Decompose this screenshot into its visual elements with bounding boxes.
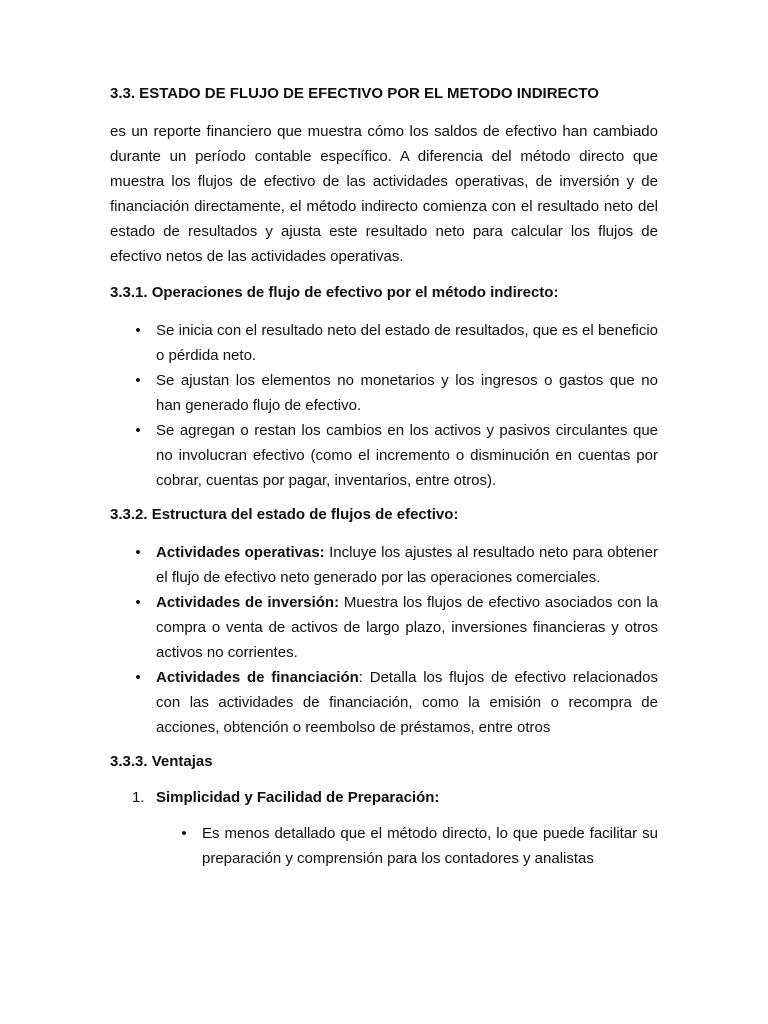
list-item [110,418,658,493]
operaciones-bullet-list [110,318,658,493]
list-item-term: Actividades operativas: [156,544,325,561]
list-item [110,368,658,418]
list-item-term: Actividades de inversión: [156,594,340,611]
document-body [110,83,658,871]
list-item-text: Se agregan o restan los cambios en los activos y pasivos circulantes que no involucran efectivo (como el incremento o disminución en cuentas por cobrar, cuentas por pagar, inventarios, entre otros). [156,422,658,489]
list-item-text: Se ajustan los elementos no monetarios y los ingresos o gastos que no han generado flujo de efectivo. [156,372,658,414]
list-item [110,318,658,368]
bullet-icon: • [135,544,141,561]
bullet-icon: • [181,825,187,842]
item-number: 1. [132,789,145,806]
bullet-icon: • [135,594,141,611]
list-item [110,821,658,871]
bullet-icon: • [135,372,141,389]
bullet-icon: • [135,322,141,339]
intro-paragraph: es un reporte financiero que muestra cómo los saldos de efectivo han cambiado durante un período contable específico. A diferencia del método directo que muestra los flujos de efectivo de las actividades operativas, de inversión y de financiación directamente, el método indirecto comienza con el resultado neto del estado de resultados y ajusta este resultado neto para calcular los flujos de efectivo netos de las actividades operativas. [110,123,658,265]
list-item [110,540,658,590]
list-item [110,590,658,665]
list-item-text: Se inicia con el resultado neto del estado de resultados, que es el beneficio o pérdida neto. [156,322,658,364]
list-item-text: Incluye los ajustes al resultado neto para obtener el flujo de efectivo neto generado por las operaciones comerciales. [156,544,658,586]
list-item-text: Es menos detallado que el método directo, lo que puede facilitar su preparación y comprensión para los contadores y analistas [202,825,658,867]
bullet-icon: • [135,422,141,439]
subsection-title-operaciones: 3.3.1. Operaciones de flujo de efectivo por el método indirecto: [110,284,559,301]
subsection-title-ventajas: 3.3.3. Ventajas [110,753,213,770]
list-item-term: Actividades de financiación [156,669,359,686]
numbered-item-title: Simplicidad y Facilidad de Preparación: [156,789,440,806]
list-item [110,665,658,740]
estructura-bullet-list [110,540,658,740]
ventajas-numbered-list [110,787,658,809]
bullet-icon: • [135,669,141,686]
list-item-text: : Detalla los flujos de efectivo relacionados con las actividades de financiación, como la emisión o recompra de acciones, obtención o reembolso de préstamos, entre otros [156,669,658,736]
ventajas-sub-bullet-list [110,821,658,871]
numbered-item [110,787,658,809]
subsection-title-estructura: 3.3.2. Estructura del estado de flujos de efectivo: [110,506,459,523]
section-heading: 3.3. ESTADO DE FLUJO DE EFECTIVO POR EL METODO INDIRECTO [110,85,599,102]
list-item-text: Muestra los flujos de efectivo asociados con la compra o venta de activos de largo plazo, inversiones financieras y otros activos no corrientes. [156,594,658,661]
